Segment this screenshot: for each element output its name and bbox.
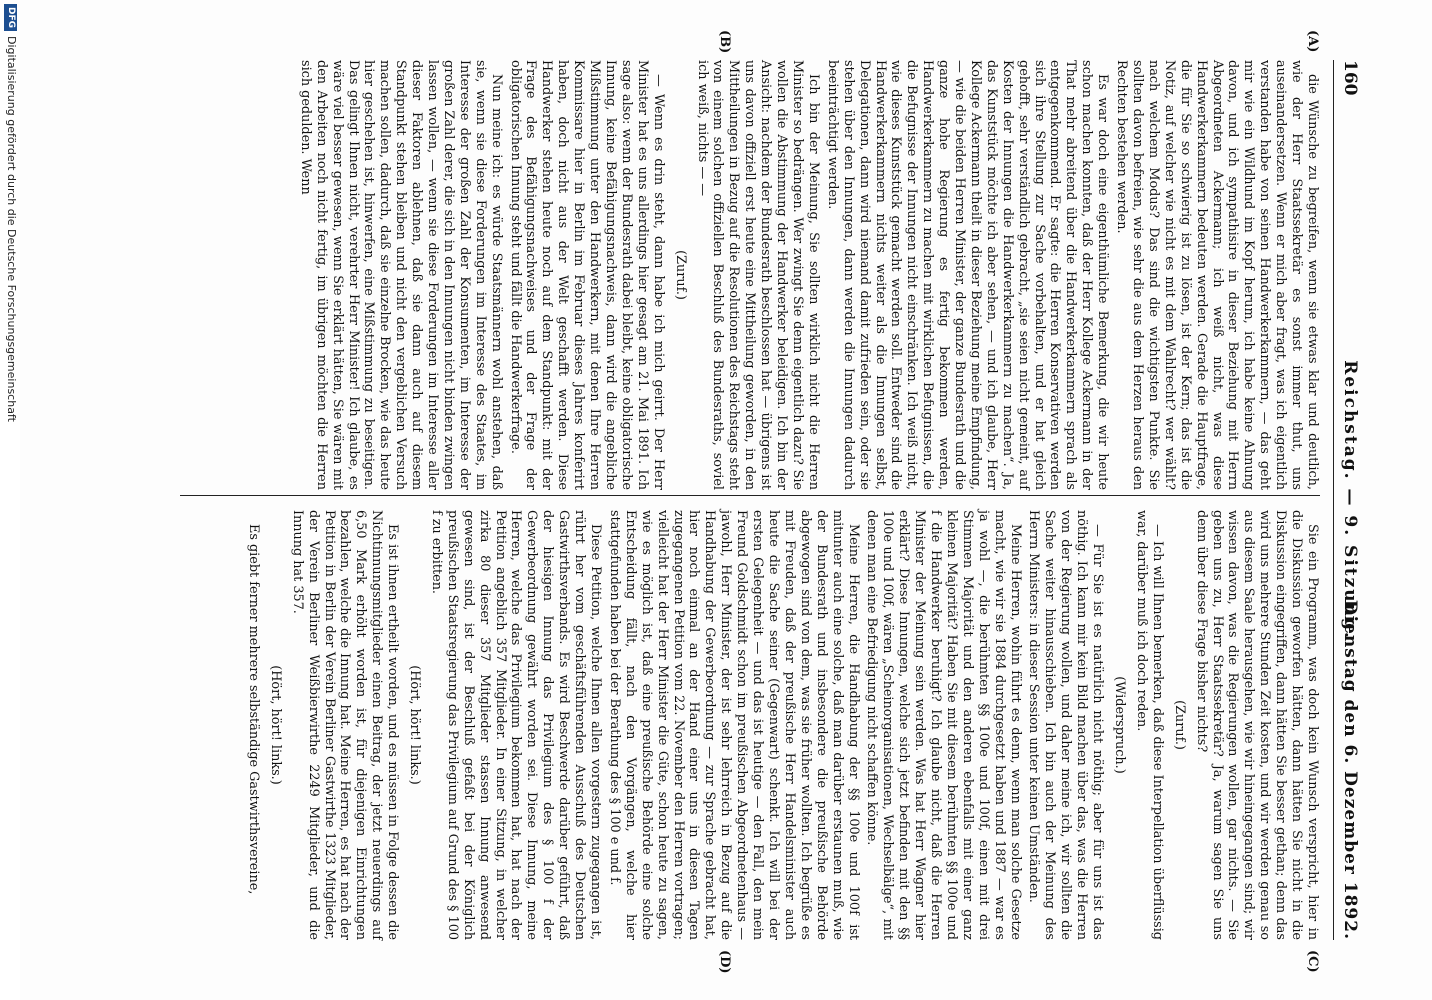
dfg-logo: DFG	[4, 4, 17, 31]
paragraph: — Für Sie ist es natürlich nicht nöthig; aber für uns ist das nöthig. Ich kann mir kein Bild machen über das, was die Herren von der Regierung wollen, und daher meine ich, wir sollten die Sache weiter hinausschieben. Ich bin auch der Meinung des Herrn Ministers: in dieser Session unter keinen Umständen.	[1026, 510, 1106, 940]
paragraph: Meine Herren, wohin führt es denn, wenn man solche Gesetze macht, wie wir sie 1884 durchgesetzt haben und 1887 — war es ja wohl —, die berühmten §§ 100e und 100f, einen mit drei Stimmen Majorität und den anderen ebenfalls mit einer ganz kleinen Majorität? Haben Sie mit diesem berühmten §§ 100e und f die Handwerker beruhigt? Ich glaube nicht, daß die Herren Minister der Meinung sein werden. Was hat Herr Wagner hier erklärt? Diese Innungen, welche sich jetzt befinden mit den §§ 100e und 100f, wären „Scheinorganisationen, Wechselbälge“, mit denen man eine Befriedigung nicht schaffen könne.	[864, 510, 1023, 940]
margin-mark-d: (D)	[717, 950, 732, 974]
column-divider	[180, 495, 1320, 496]
interjection: (Hört, hört! links.)	[407, 665, 423, 785]
paragraph: Meine Herren, die Handhabung der §§ 100e und 100f ist mitunter auch eine solche, daß man darüber erstaunen muß, wie der Bundesrath und insbesondere die preußische Behörde abgewogen sind von dem, was sie früher wollten. Ich begrüße es mit Freuden, daß der preußische Herr Handelsminister auch heute die Sache seiner (Gegenwart) schenkt. Ich will bei der ersten Gelegenheit — und das ist heutige — den Fall, den mein Freund Goldschmidt schon im preußischen Abgeordnetenhaus — jawohl, Herr Minister, der ist sehr lehrreich in Bezug auf die Handhabung der Gewerbeordnung — zur Sprache gebracht hat, hier noch einmal an der Hand einer uns in diesen Tagen zugegangenen Petition vom 22. November den Herren vortragen; vielleicht hat der Herr Minister die Güte, schon heute zu sagen, wie es möglich ist, daß eine preußische Behörde eine solche Entscheidung fällt, nach den Vorgängen, welche hier stattgefunden haben bei der Berathung des § 100 e und f.	[606, 510, 861, 940]
footer-text: Digitalisierung gefördert durch die Deutsche Forschungsgemeinschaft	[5, 36, 18, 422]
interjection: (Hört, hört! links.)	[267, 665, 283, 785]
page-header	[1333, 60, 1360, 940]
paragraph: Diese Petition, welche Ihnen allen vorgestern zugegangen ist, rührt her vom geschäftsführenden Ausschuß des Deutschen Gastwirthsverbands. Es wird Beschwerde darüber geführt, daß der hiesigen Innung das Privilegium des § 100 f der Gewerbeordnung gewährt worden sei. Diese Innung, meine Herren, welche das Privilegium bekommen hat, hat nach der Petition angeblich 357 Mitglieder. In einer Sitzung, in welcher zirka 80 dieser 357 Mitglieder stassen Innung anwesend gewesen sind, ist der Beschluß gefaßt bei der Königlich preußischen Staatsregierung das Privilegium auf Grund des § 100 f zu erbitten.	[428, 510, 604, 940]
margin-mark-a: (A)	[1305, 30, 1320, 53]
interjection: (Widerspruch.)	[1112, 676, 1128, 774]
page-number: 160	[1340, 60, 1360, 96]
paragraph: die Wünsche zu begreifen, wenn sie etwas klar und deutlich, wie der Herr Staatssekretär es sonst immer thut, uns auseinandersetzen. Wenn er mich aber fragt, was ich eigentlich verstanden habe von seinen Handwerkerkammern, — das geht mir wie ein Wildhund im Kopf herum, ich habe keine Ahnung davon, und ich sympathisire in dieser Beziehung mit Herrn Abgeordneten Ackermann; ich weiß nicht, was diese Handwerkerkammern bedeuten werden. Gerade die Hauptfrage, die für Sie so schwierig ist zu lösen, ist der Kern; das ist die Notiz, auf welcher wie nicht es mit dem Wahlrecht? wer wählt? nach welchem Modus? Das sind die wichtigsten Punkte. Sie sollten davon befreien, wie sehr die aus dem Herzen heraus den Rechten bestehen werden.	[1114, 60, 1320, 490]
margin-mark-c: (C)	[1305, 950, 1320, 973]
paragraph: Es war doch eine eigenthümliche Bemerkung, die wir heute schon machen konnten, daß der Herr Kollege Ackermann in der That mehr abreitend über die Handwerkerkammern sprach als entgegenkommend. Er sagte: die Herren Konservativen werden sich ihre Stellung zur Sache vorbehalten, und er hat gleich gehofft, sehr verständlich gebracht, „sie seien nicht gemeint, auf Kosten der Innungen die Handwerkerkammern zu machen“. Ja, das Kunststück möchte ich aber sehen, — und ich glaube, Herr Kollege Ackermann theilt in dieser Beziehung meine Empfindung, — wie die beiden Herren Minister, der ganze Bundesrath und die ganze hohe Regierung es fertig bekommen werden, Handwerkerkammern zu machen mit wirklichen Befugnissen, die die Befugnisse der Innungen nicht einschränken. Ich weiß nicht, wie dieses Kunststück gemacht werden soll. Entweder sind die Handwerkerkammern nichts weiter als die Innungen selbst, Delegationen, dann wird niemand damit zufrieden sein, oder sie stehen über den Innungen, dann werden die Innungen dadurch beeinträchtigt werden.	[824, 60, 1111, 490]
margin-mark-b: (B)	[717, 30, 732, 54]
interjection: (Zuruf.)	[1171, 700, 1187, 750]
paragraph: Nun meine ich: es würde Staatsmännern wohl anstehen, daß sie, wenn sie diese Forderungen im Interesse des Staates, im Interesse der großen Zahl der Konsumenten, im Interesse der großen Zahl derer, die sich in den Innungen nicht binden zwingen lassen wollen, — wenn sie diese Forderungen im Interesse aller dieser Faktoren ablehnen, daß sie dann auch auf diesem Standpunkt stehen bleiben und nicht den vergeblichen Versuch machen sollen, dadurch, daß sie einzelne Brocken, wie das heute hier geschehen ist, hinwerfen, eine Mißstimmung zu beseitigen. Das gelingt Ihnen nicht, verehrter Herr Minister! Ich glaube, es wäre viel besser gewesen, wenn Sie erklärt hätten, Sie wären mit den Arbeiten noch nicht fertig, im übrigen möchten die Herren sich gedulden. Wenn	[297, 60, 504, 490]
paragraph: Ich bin der Meinung, Sie sollten wirklich nicht die Herren Minister so bedrängen. Wer zwingt Sie denn eigentlich dazu? Sie wollen die Abstimmung der Handwerker beleidigen. Ich bin der Ansicht: nachdem der Bundesrath beschlossen hat — übrigens ist uns davon offiziell erst heute eine Mittheilung geworden, in den Mittheilungen in Bezug auf die Resolutionen des Reichstags steht von einem solchen offiziellen Beschluß des Bundesraths, soviel ich weiß, nichts — —	[694, 60, 821, 490]
paragraph: Es giebt ferner mehrere selbständige Gastwirthsvereine,	[245, 524, 261, 895]
paragraph: — Wenn es drin steht, dann habe ich mich geirrt. Der Herr Minister hat es uns allerdings hier gesagt am 21. Mai 1891. Ich sage also: wenn der Bundesrath dabei bleibt, keine obligatorische Innung, keine Befähigungsnachweis, dann wird die angebliche Mißstimmung unter den Handwerkern, mit denen Ihre Herren Kommissare hier in Berlin im Februar dieses Jahres konferirt haben, doch nicht aus der Welt geschafft werden. Diese Handwerker stehen heute noch auf dem Standpunkt: mit der Frage des Befähigungsnachweises und der Frage der obligatorischen Innung steht und fällt die Handwerkerfrage.	[507, 60, 666, 490]
paragraph: — Ich will Ihnen bemerken, daß diese Interpellation überflüssig war, darüber muß ich doch reden.	[1133, 510, 1165, 940]
paragraph: Sie ein Programm, was doch kein Wunsch verspricht, hier in die Diskussion geworfen hätten, dann hätten Sie nicht in die Diskussion eingegriffen, dann hätten Sie besser gethan; denn das wird uns mehrere Stunden Zeit kosten, und wir werden genau so aus diesem Saale herausgehen, wie wir hineingegangen sind; wir wissen davon, was die Regierungen wollen, gar nichts. — Sie geben uns zu, Herr Staatssekretär? Ja, warum sagen Sie uns denn über diese Frage bisher nichts?	[1193, 510, 1320, 940]
session-date: Dienstag den 6. Dezember 1892.	[1340, 599, 1360, 940]
digitization-footer	[0, 0, 20, 1000]
right-column	[245, 510, 1320, 940]
interjection: (Zuruf.)	[672, 250, 688, 300]
section-title: Reichstag. — 9. Sitzung.	[1340, 360, 1360, 640]
paragraph: Es ist ihnen ertheilt worden, und es müssen in Folge dessen die Nichtinnungsmitglieder einen Beitrag, der jetzt neuerdings auf 6,50 Mark erhöht worden ist, für diejenigen Einrichtungen bezahlen, welche die Innung hat. Meine Herren, es hat nach der Petition in Berlin der Verein Berliner Gastwirthe 1323 Mitglieder, der Verein Berliner Weißbierwirthe 2249 Mitglieder, und die Innung hat 357.	[289, 510, 401, 940]
left-column	[297, 60, 1320, 490]
